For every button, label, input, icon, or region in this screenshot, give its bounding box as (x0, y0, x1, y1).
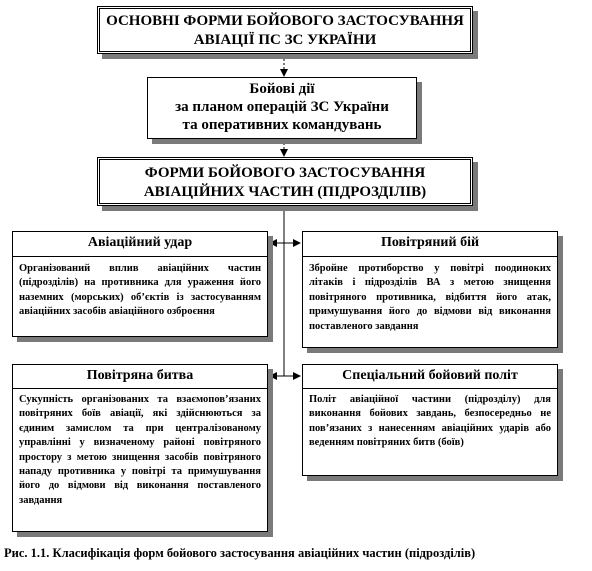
combat-operations-line3: та оперативних командувань (182, 117, 382, 133)
combat-operations-line1: Бойові дії (249, 81, 315, 97)
special-flight-title: Спеціальний бойовий політ (303, 365, 557, 389)
unit-forms-title-line2: АВІАЦІЙНИХ ЧАСТИН (ПІДРОЗДІЛІВ) (143, 183, 427, 200)
air-battle-title: Повітряна битва (13, 365, 267, 389)
air-strike-description: Організований вплив авіаційних частин (підрозділів) на противника для ураження його наземних (морських) об’єктів із застосуванням авіаційних засобів авіаційного озброєння (19, 263, 261, 318)
figure-caption: Рис. 1.1. Класифікація форм бойового застосування авіаційних частин (підрозділів) (4, 546, 476, 560)
air-battle-description: Сукупність організованих та взаємопов’язаних повітряних боїв авіації, які здійснюються за єдиним замислом та при централізованому управлінні у визначеному районі повітряного простору з метою знищення засобів повітряного нападу противника у повітрі та примушування його до відмови від виконання поставленого завдання (19, 394, 261, 506)
unit-forms-box (97, 157, 473, 206)
unit-forms-title-line1: ФОРМИ БОЙОВОГО ЗАСТОСУВАННЯ (144, 165, 426, 181)
main-forms-title-line1: ОСНОВНІ ФОРМИ БОЙОВОГО ЗАСТОСУВАННЯ (106, 13, 464, 29)
air-strike-title: Авіаційний удар (13, 232, 267, 257)
main-forms-title-line2: АВІАЦІЇ ПС ЗС УКРАЇНИ (193, 31, 377, 48)
dogfight-card (302, 231, 558, 348)
dogfight-description: Збройне протиборство у повітрі поодиноких літаків і підрозділів ВА з метою знищення повітряного противника, відбиття його атак, примушування його до відмови від виконання поставленого завдання (309, 263, 551, 332)
combat-operations-box (147, 77, 417, 139)
air-strike-card (12, 231, 268, 337)
dogfight-title: Повітряний бій (303, 232, 557, 257)
special-flight-card (302, 364, 558, 476)
main-forms-box (97, 6, 473, 54)
air-battle-card (12, 364, 268, 532)
special-flight-description: Політ авіаційної частини (підрозділу) для виконання бойових завдань, безпосередньо не пов’язаних з нанесенням авіаційних ударів або веденням повітряних битв (боїв) (309, 394, 551, 449)
combat-operations-line2: за планом операцій ЗС України (175, 99, 389, 115)
